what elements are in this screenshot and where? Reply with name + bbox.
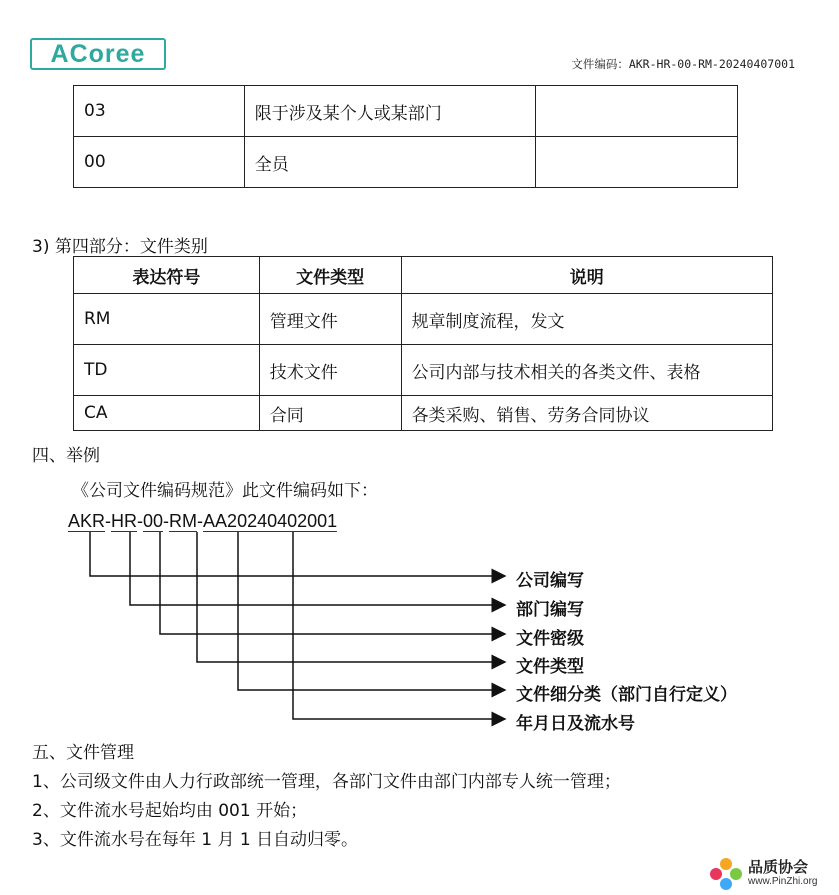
connector-line xyxy=(160,532,505,634)
table-cell: TD xyxy=(74,345,260,396)
label-company: 公司编写 xyxy=(516,571,584,591)
column-header: 表达符号 xyxy=(74,257,260,294)
management-item: 2、文件流水号起始均由 001 开始； xyxy=(32,801,308,821)
code-separator: - xyxy=(137,511,144,531)
table-cell: RM xyxy=(74,294,260,345)
label-type: 文件类型 xyxy=(516,657,584,677)
label-serial: 年月日及流水号 xyxy=(516,714,635,734)
management-item: 1、公司级文件由人力行政部统一管理，各部门文件由部门内部专人统一管理； xyxy=(32,772,621,792)
table-cell: CA xyxy=(74,396,260,431)
connector-line xyxy=(238,532,505,690)
example-intro: 《公司文件编码规范》此文件编码如下： xyxy=(72,481,378,501)
code-separator: - xyxy=(197,511,204,531)
table-cell: 管理文件 xyxy=(259,294,401,345)
label-subcategory: 文件细分类（部门自行定义） xyxy=(516,685,737,705)
table-cell: 合同 xyxy=(259,396,401,431)
code-security: 00 xyxy=(143,511,164,531)
code-separator: - xyxy=(105,511,112,531)
document-number: 文件编码：AKR-HR-00-RM-20240407001 xyxy=(571,57,795,71)
column-header: 说明 xyxy=(401,257,772,294)
pinzhi-watermark xyxy=(708,856,836,892)
connector-line xyxy=(293,532,505,719)
connector-line xyxy=(130,532,505,605)
code-department: HR xyxy=(111,511,138,531)
table-cell: 03 xyxy=(74,86,245,137)
code-company: AKR xyxy=(68,511,106,531)
column-header: 文件类型 xyxy=(259,257,401,294)
table-cell: 00 xyxy=(74,137,245,188)
table-cell: 各类采购、销售、劳务合同协议 xyxy=(401,396,772,431)
table-cell: 公司内部与技术相关的各类文件、表格 xyxy=(401,345,772,396)
management-heading: 五、文件管理 xyxy=(32,743,134,763)
label-department: 部门编写 xyxy=(516,600,584,620)
flower-icon xyxy=(708,856,744,892)
code-separator: - xyxy=(163,511,170,531)
label-security: 文件密级 xyxy=(516,629,584,649)
footer-brand: 品质协会 xyxy=(748,858,809,876)
table-cell: 全员 xyxy=(244,137,536,188)
footer-url: www.PinZhi.org xyxy=(748,876,818,887)
section-title: 3) 第四部分：文件类别 xyxy=(32,237,208,257)
code-type: RM xyxy=(169,511,198,531)
code-serial: AA20240402001 xyxy=(203,511,338,531)
table-cell: 限于涉及某个人或某部门 xyxy=(244,86,536,137)
example-heading: 四、举例 xyxy=(32,446,100,466)
connector-line xyxy=(197,532,505,662)
table-cell: 技术文件 xyxy=(259,345,401,396)
connector-line xyxy=(90,532,505,576)
management-item: 3、文件流水号在每年 1 月 1 日自动归零。 xyxy=(32,830,359,850)
table-cell: 规章制度流程，发文 xyxy=(401,294,772,345)
company-logo: ACoree xyxy=(30,38,166,70)
